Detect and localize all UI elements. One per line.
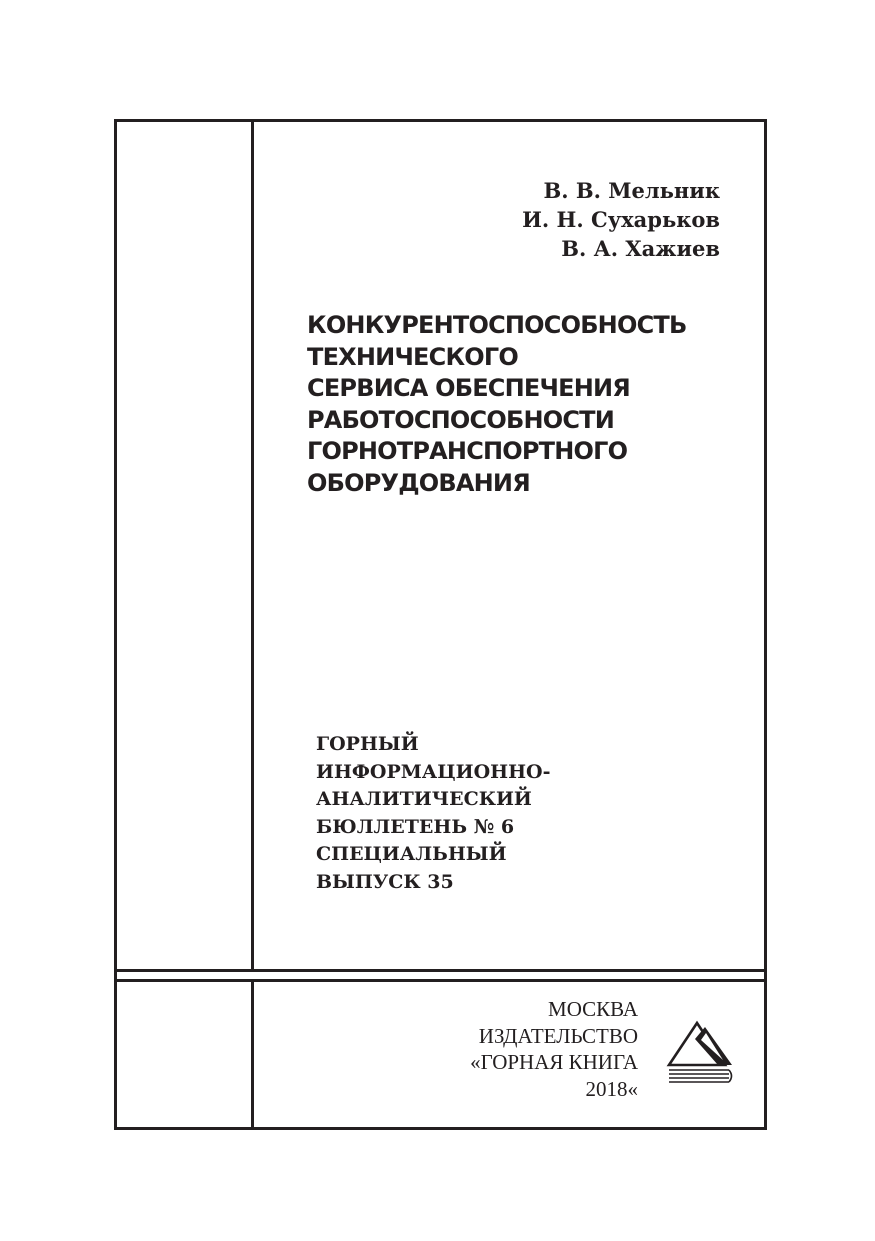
publisher-city: МОСКВА: [548, 997, 638, 1021]
series-line: СПЕЦИАЛЬНЫЙ: [316, 843, 507, 865]
series-info: [316, 731, 550, 896]
mountain-book-logo-icon: [666, 1018, 736, 1088]
series-line: АНАЛИТИЧЕСКИЙ: [316, 788, 532, 810]
title-line: КОНКУРЕНТОСПОСОБНОСТЬ: [307, 311, 687, 339]
authors-block: [522, 176, 720, 263]
title-line: РАБОТОСПОСОБНОСТИ: [307, 405, 615, 434]
title-line: ОБОРУДОВАНИЯ: [307, 468, 530, 497]
publisher-imprint: [470, 996, 638, 1102]
horizontal-rule-lower: [114, 979, 767, 982]
series-line: ГОРНЫЙ: [316, 733, 419, 755]
publisher-line: ИЗДАТЕЛЬСТВО: [478, 1023, 638, 1048]
author-name: И. Н. Сухарьков: [522, 207, 720, 232]
series-line: ИНФОРМАЦИОННО-: [316, 760, 551, 783]
vertical-rule-bottom: [251, 982, 254, 1130]
title-line: ГОРНОТРАНСПОРТНОГО: [307, 437, 628, 465]
title-line: СЕРВИСА ОБЕСПЕЧЕНИЯ: [307, 374, 630, 402]
series-line: ВЫПУСК 35: [316, 870, 454, 893]
horizontal-rule-upper: [114, 969, 767, 972]
publication-year: 2018«: [585, 1076, 638, 1101]
author-name: В. В. Мельник: [543, 178, 720, 203]
title-line: ТЕХНИЧЕСКОГО: [307, 342, 518, 371]
publisher-name: «ГОРНАЯ КНИГА: [470, 1050, 638, 1074]
book-title: [307, 310, 747, 499]
author-name: В. А. Хажиев: [561, 236, 720, 261]
vertical-rule-top: [251, 119, 254, 972]
series-line: БЮЛЛЕТЕНЬ № 6: [316, 815, 515, 838]
